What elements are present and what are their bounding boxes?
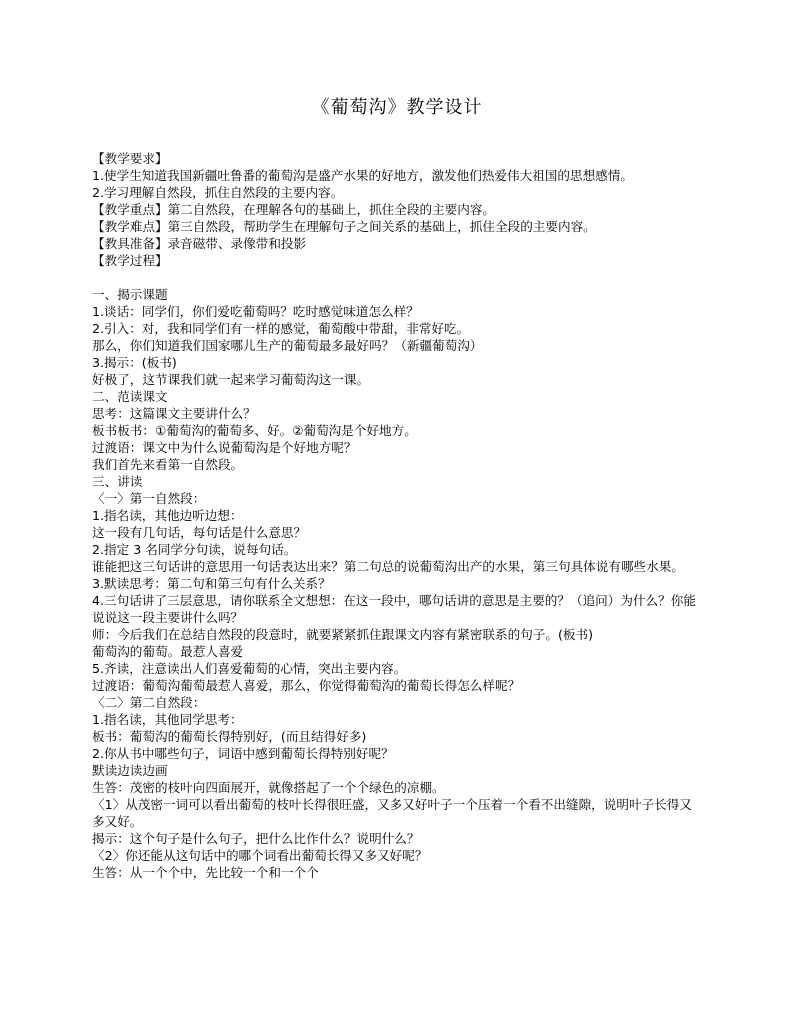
text-line: 一、揭示课题: [92, 287, 168, 302]
text-line: 〈1〉从茂密一词可以看出葡萄的枝叶长得很旺盛，又多又好叶子一个压着一个看不出缝隙，说明叶子长得又多又好。: [92, 797, 692, 829]
document-body: [92, 150, 704, 881]
text-line: 师：今后我们在总结自然段的段意时，就要紧紧抓住跟课文内容有紧密联系的句子。(板书): [92, 627, 593, 642]
text-line: 【教学过程】: [92, 253, 168, 268]
text-line: 【教学要求】: [92, 151, 168, 166]
blank-line: [92, 269, 704, 286]
text-line: 3.默读思考：第二句和第三句有什么关系？: [92, 576, 331, 591]
text-line: 1.指名读，其他边听边想：: [92, 508, 243, 523]
text-line: 葡萄沟的葡萄。最惹人喜爱: [92, 644, 244, 659]
text-line: 4.三句话讲了三层意思，请你联系全文想想：在这一段中，哪句话讲的意思是主要的？（追问）为什么？你能说说这一段主要讲什么吗？: [92, 593, 696, 625]
text-line: 思考：这篇课文主要讲什么？: [92, 406, 256, 421]
text-line: 1.谈话：同学们，你们爱吃葡萄吗？吃时感觉味道怎么样？: [92, 304, 419, 319]
text-line: 揭示：这个句子是什么句子，把什么比作什么？说明什么？: [92, 831, 420, 846]
text-line: 〈二〉第二自然段：: [92, 695, 206, 710]
text-line: 1.指名读，其他同学思考：: [92, 712, 243, 727]
text-line: 1.使学生知道我国新疆吐鲁番的葡萄沟是盛产水果的好地方，激发他们热爱伟大祖国的思想感情。: [92, 168, 633, 183]
text-line: 【教学重点】第二自然段，在理解各句的基础上，抓住全段的主要内容。: [92, 202, 495, 217]
text-line: 3.揭示：(板书): [92, 355, 177, 370]
text-line: 三、讲读: [92, 474, 143, 489]
document-title: 《葡萄沟》教学设计: [311, 97, 483, 118]
text-line: 〈2〉你还能从这句话中的哪个词看出葡萄长得又多又好呢？: [92, 848, 428, 863]
text-line: 谁能把这三句话讲的意思用一句话表达出来？第二句总的说葡萄沟出产的水果，第三句具体说有哪些水果。: [92, 559, 684, 574]
text-line: 2.学习理解自然段，抓住自然段的主要内容。: [92, 185, 344, 200]
text-line: 板书：葡萄沟的葡萄长得特别好，(而且结得好多): [92, 729, 367, 744]
text-line: 【教学难点】第三自然段，帮助学生在理解句子之间关系的基础上，抓住全段的主要内容。: [92, 219, 596, 234]
text-line: 生答：从一个个中，先比较一个和一个个: [92, 865, 319, 880]
text-line: 二、范读课文: [92, 389, 168, 404]
text-line: 2.引入：对，我和同学们有一样的感觉，葡萄酸中带甜，非常好吃。: [92, 321, 470, 336]
text-line: 过渡语：葡萄沟葡萄最惹人喜爱，那么，你觉得葡萄沟的葡萄长得怎么样呢？: [92, 678, 521, 693]
text-line: 板书板书：①葡萄沟的葡萄多、好。②葡萄沟是个好地方。: [92, 423, 417, 438]
text-line: 我们首先来看第一自然段。: [92, 457, 244, 472]
text-line: 2.你从书中哪些句子，词语中感到葡萄长得特别好呢？: [92, 746, 394, 761]
text-line: 〈一〉第一自然段：: [92, 491, 206, 506]
text-line: 那么，你们知道我们国家哪儿生产的葡萄最多最好吗？（新疆葡萄沟）: [92, 338, 483, 353]
text-line: 过渡语：课文中为什么说葡萄沟是个好地方呢？: [92, 440, 357, 455]
text-line: 这一段有几句话，每句话是什么意思？: [92, 525, 307, 540]
text-line: 【教具准备】录音磁带、录像带和投影: [92, 236, 307, 251]
text-line: 5.齐读，注意读出人们喜爱葡萄的心情，突出主要内容。: [92, 661, 407, 676]
text-line: 生答：茂密的枝叶向四面展开，就像搭起了一个个绿色的凉棚。: [92, 780, 445, 795]
text-line: 默读边读边画: [92, 763, 168, 778]
text-line: 好极了，这节课我们就一起来学习葡萄沟这一课。: [92, 372, 370, 387]
text-line: 2.指定 3 名同学分句读，说每句话。: [92, 542, 297, 557]
